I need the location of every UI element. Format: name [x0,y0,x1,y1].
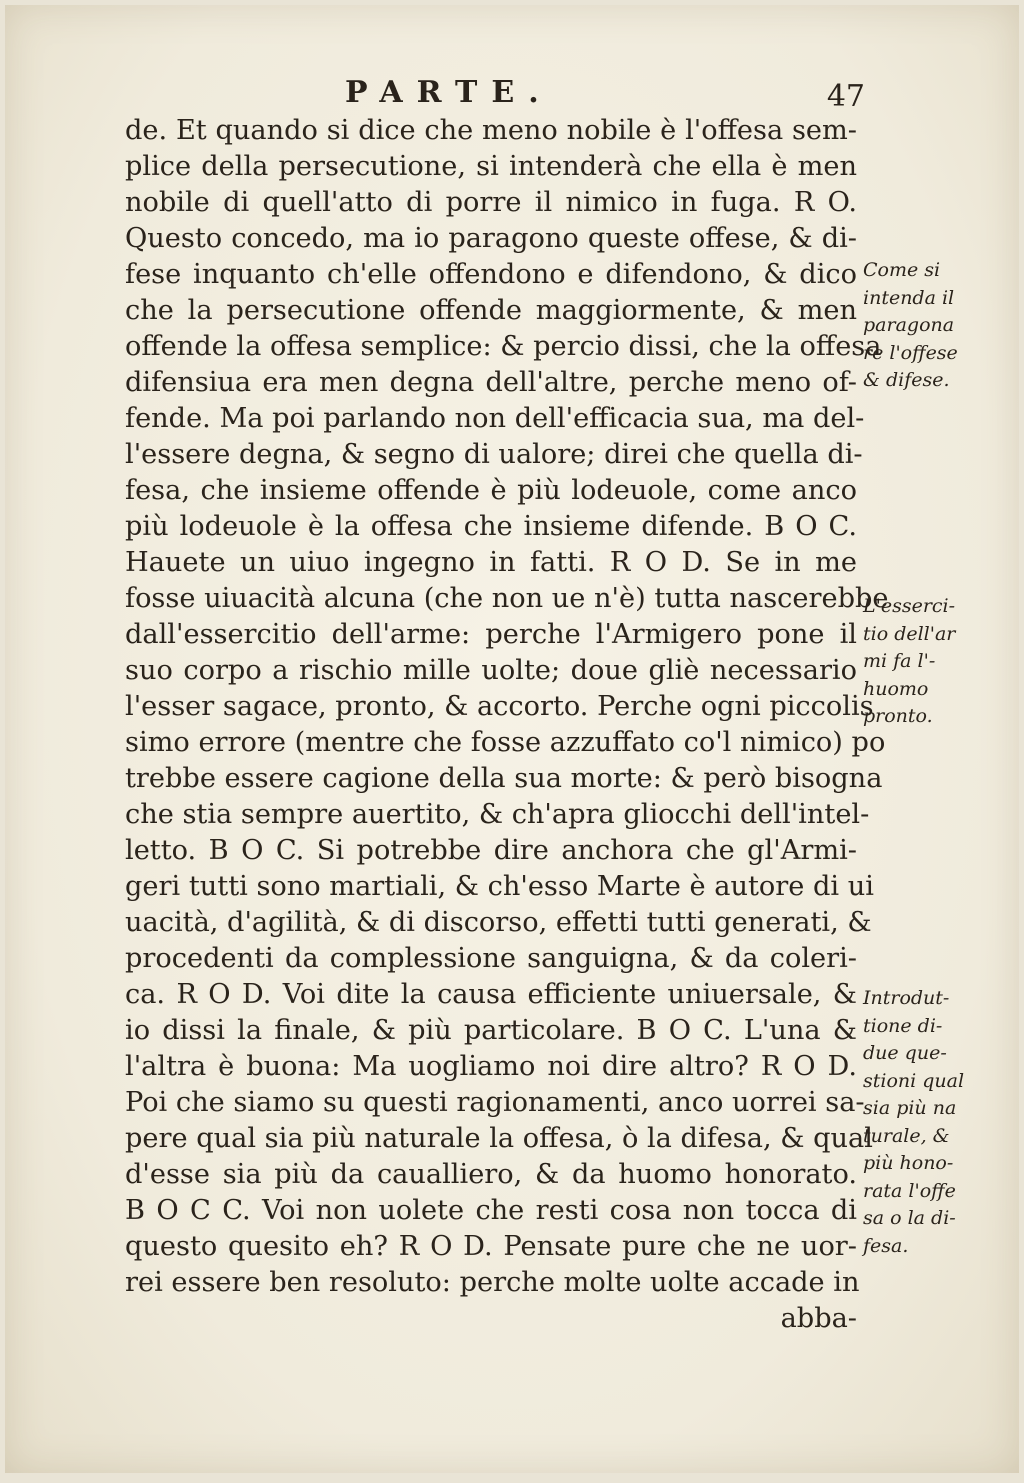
margin-note-line: fesa. [863,1234,909,1257]
text-line: geri tutti sono martiali, & ch'esso Marte è autore di ui [125,871,874,902]
text-line: dall'essercitio dell'arme: perche l'Armigero pone il [125,619,857,650]
margin-note-line: sa o la di- [863,1207,956,1229]
text-line: l'altra è buona: Ma uogliamo noi dire altro? R O D. [125,1051,857,1082]
margin-note-line: tio dell'ar [863,622,956,645]
margin-note [863,593,975,731]
text-line: Poi che siamo su questi ragionamenti, anco uorrei sa- [125,1087,865,1118]
text-line: rei essere ben resoluto: perche molte uolte accade in [125,1267,860,1298]
margin-note-line: L'esserci- [863,595,956,617]
text-line: Hauete un uiuo ingegno in fatti. R O D. Se in me [125,547,857,578]
margin-note-line: stioni qual [863,1069,965,1092]
page-number: 47 [826,79,865,114]
text-line: ca. R O D. Voi dite la causa efficiente uniuersale, & [125,979,857,1010]
margin-note-line: paragona [863,314,955,336]
margin-note-line: turale, & [863,1124,950,1147]
text-line: simo errore (mentre che fosse azzuffato co'l nimico) po [125,727,886,758]
text-line: B O C C. Voi non uolete che resti cosa non tocca di [125,1195,857,1226]
margin-note-line: sia più na [863,1097,957,1119]
text-line: uacità, d'agilità, & di discorso, effetti tutti generati, & [125,907,872,938]
running-head: PARTE. [345,75,553,110]
margin-note-line: Come si [863,259,941,281]
text-line: l'esser sagace, pronto, & accorto. Perche ogni piccolis [125,691,874,722]
margin-note-line: huomo [863,677,929,700]
margin-note-line: pronto. [863,705,933,727]
text-line: che la persecutione offende maggiormente, & men [125,295,857,326]
margin-note-line: rata l'offe [863,1179,956,1202]
text-line: pere qual sia più naturale la offesa, ò la difesa, & qual [125,1123,873,1154]
margin-note-line: due que- [863,1042,947,1064]
text-line: questo quesito eh? R O D. Pensate pure che ne uor- [125,1231,857,1262]
margin-note-line: re l'offese [863,341,958,364]
text-line: io dissi la finale, & più particolare. B O C. L'una & [125,1015,857,1046]
text-line: fese inquanto ch'elle offendono e difendono, & dico [125,259,857,290]
text-line: d'esse sia più da caualliero, & da huomo honorato. [125,1159,857,1190]
text-line: offende la offesa semplice: & percio dissi, che la offesa [125,331,882,362]
text-line: l'essere degna, & segno di ualore; direi che quella di- [125,439,863,470]
margin-note-line: tione di- [863,1014,943,1037]
page-header [345,75,865,115]
text-line: più lodeuole è la offesa che insieme difende. B O C. [125,511,857,542]
text-line: fosse uiuacità alcuna (che non ue n'è) tutta nascerebbe [125,583,889,614]
text-line: procedenti da complessione sanguigna, & da coleri- [125,943,857,974]
text-line: difensiua era men degna dell'altre, perche meno of- [125,367,857,398]
margin-note [863,985,975,1260]
text-line: fesa, che insieme offende è più lodeuole, come anco [125,475,857,506]
catchword: abba- [780,1303,857,1334]
margin-note-line: intenda il [863,286,955,309]
text-line: suo corpo a rischio mille uolte; doue gliè necessario [125,655,857,686]
margin-note [863,257,975,395]
text-line: nobile di quell'atto di porre il nimico in fuga. R O. [125,187,857,218]
margin-note-line: più hono- [863,1152,954,1174]
text-line: fende. Ma poi parlando non dell'efficacia sua, ma del- [125,403,865,434]
text-line: de. Et quando si dice che meno nobile è l'offesa sem- [125,115,857,146]
margin-note-line: Introdut- [863,987,950,1009]
text-line: Questo concedo, ma io paragono queste offese, & di- [125,223,857,254]
text-line: letto. B O C. Si potrebbe dire anchora che gl'Armi- [125,835,857,866]
text-line: plice della persecutione, si intenderà che ella è men [125,151,857,182]
book-page [5,5,1019,1473]
margin-note-line: mi fa l'- [863,650,936,672]
body-text [125,113,889,1337]
margin-note-line: & difese. [863,369,950,391]
text-line: trebbe essere cagione della sua morte: & però bisogna [125,763,883,794]
text-line: che stia sempre auertito, & ch'apra gliocchi dell'intel- [125,799,870,830]
